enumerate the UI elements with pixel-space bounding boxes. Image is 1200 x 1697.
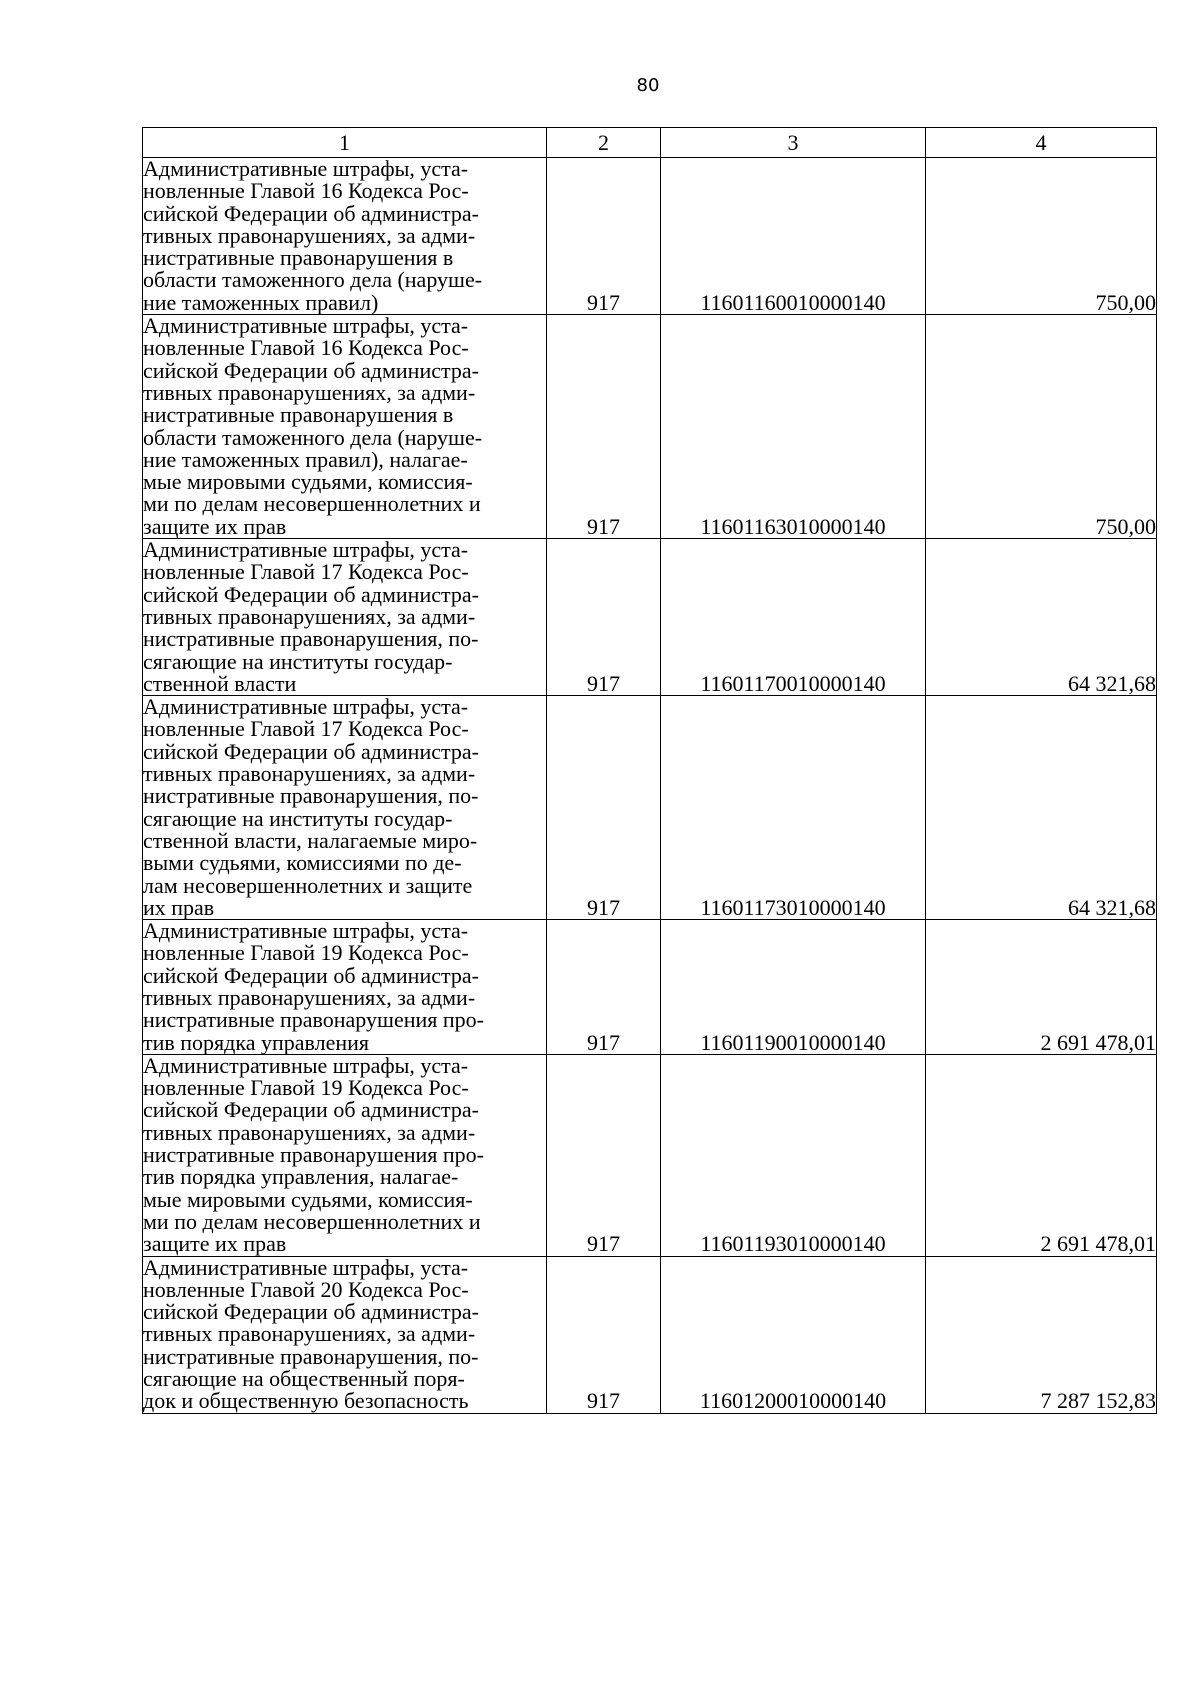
revenue-name-line: Административные штрафы, уста- xyxy=(143,1254,469,1280)
table-header xyxy=(143,128,1157,158)
amount-cell: 64 321,68 xyxy=(926,539,1157,696)
page-number: 80 xyxy=(636,75,660,96)
revenue-name-line: защите их прав xyxy=(143,1231,287,1257)
revenue-name-line: области таможенного дела (наруше- xyxy=(143,424,483,450)
revenue-name-line: нистративные правонарушения про- xyxy=(143,1007,484,1033)
revenue-name-line: Административные штрафы, уста- xyxy=(143,537,469,563)
revenue-name-line: новленные Главой 16 Кодекса Рос- xyxy=(143,335,469,361)
revenue-name-line: сягающие на общественный поря- xyxy=(143,1366,465,1392)
revenue-name-line: Административные штрафы, уста- xyxy=(143,918,469,944)
revenue-name-line: сягающие на институты государ- xyxy=(143,805,453,831)
budget-table xyxy=(142,127,1157,1414)
table-row xyxy=(143,315,1157,539)
revenue-name-line: защите их прав xyxy=(143,513,287,539)
header-row xyxy=(143,128,1157,158)
revenue-name-line: нистративные правонарушения в xyxy=(143,245,454,271)
revenue-name-line: док и общественную безопасность xyxy=(143,1388,469,1414)
table-row xyxy=(143,696,1157,920)
revenue-name-line: сийской Федерации об администра- xyxy=(143,1097,479,1123)
revenue-name-line: Административные штрафы, уста- xyxy=(143,1052,469,1078)
table-row xyxy=(143,1256,1157,1413)
revenue-name-line: сийской Федерации об администра- xyxy=(143,1299,479,1325)
amount-cell: 2 691 478,01 xyxy=(926,920,1157,1055)
revenue-name-line: сийской Федерации об администра- xyxy=(143,738,479,764)
budget-code-cell: 11601190010000140 xyxy=(661,920,926,1055)
revenue-name-line: ние таможенных правил), налагае- xyxy=(143,446,468,472)
revenue-name-line: новленные Главой 16 Кодекса Рос- xyxy=(143,178,469,204)
header-col-4: 4 xyxy=(926,128,1157,158)
table-row xyxy=(143,539,1157,696)
revenue-name-line: нистративные правонарушения, по- xyxy=(143,1343,479,1369)
revenue-name-line: новленные Главой 17 Кодекса Рос- xyxy=(143,716,469,742)
revenue-name-line: Административные штрафы, уста- xyxy=(143,156,469,181)
admin-code-cell: 917 xyxy=(547,158,661,315)
revenue-name-line: сийской Федерации об администра- xyxy=(143,962,479,988)
revenue-name-line: сийской Федерации об администра- xyxy=(143,581,479,607)
admin-code-cell: 917 xyxy=(547,315,661,539)
revenue-name-cell xyxy=(143,1256,547,1413)
revenue-name-line: нистративные правонарушения в xyxy=(143,402,454,428)
revenue-name-line: новленные Главой 19 Кодекса Рос- xyxy=(143,940,469,966)
revenue-name-line: тивных правонарушениях, за адми- xyxy=(143,603,476,629)
revenue-name-line: сийской Федерации об администра- xyxy=(143,200,479,226)
revenue-name-line: тивных правонарушениях, за адми- xyxy=(143,222,476,248)
revenue-name-line: нистративные правонарушения, по- xyxy=(143,626,479,652)
admin-code-cell: 917 xyxy=(547,539,661,696)
revenue-name-cell xyxy=(143,315,547,539)
admin-code-cell: 917 xyxy=(547,696,661,920)
revenue-name-line: тивных правонарушениях, за адми- xyxy=(143,1321,476,1347)
revenue-name-line: нистративные правонарушения про- xyxy=(143,1142,484,1168)
revenue-name-line: мые мировыми судьями, комиссия- xyxy=(143,469,473,495)
revenue-name-line: ми по делам несовершеннолетних и xyxy=(143,491,481,517)
revenue-name-line: сийской Федерации об администра- xyxy=(143,357,479,383)
revenue-name-line: тивных правонарушениях, за адми- xyxy=(143,1119,476,1145)
revenue-name-cell xyxy=(143,539,547,696)
header-col-1: 1 xyxy=(143,128,547,158)
revenue-name-line: тив порядка управления xyxy=(143,1029,370,1055)
revenue-name-line: области таможенного дела (наруше- xyxy=(143,267,483,293)
revenue-name-line: нистративные правонарушения, по- xyxy=(143,783,479,809)
revenue-name-line: тивных правонарушениях, за адми- xyxy=(143,761,476,787)
table-row xyxy=(143,1054,1157,1256)
revenue-name-line: новленные Главой 20 Кодекса Рос- xyxy=(143,1276,469,1302)
admin-code-cell: 917 xyxy=(547,1256,661,1413)
revenue-name-line: лам несовершеннолетних и защите xyxy=(143,872,473,898)
table-body xyxy=(143,158,1157,1414)
budget-code-cell: 11601163010000140 xyxy=(661,315,926,539)
budget-code-cell: 11601193010000140 xyxy=(661,1054,926,1256)
budget-code-cell: 11601173010000140 xyxy=(661,696,926,920)
revenue-name-line: мые мировыми судьями, комиссия- xyxy=(143,1186,473,1212)
budget-code-cell: 11601200010000140 xyxy=(661,1256,926,1413)
table-row xyxy=(143,158,1157,315)
header-col-2: 2 xyxy=(547,128,661,158)
revenue-name-line: новленные Главой 17 Кодекса Рос- xyxy=(143,559,469,585)
revenue-name-line: Административные штрафы, уста- xyxy=(143,313,469,339)
revenue-name-cell xyxy=(143,920,547,1055)
header-col-3: 3 xyxy=(661,128,926,158)
amount-cell: 750,00 xyxy=(926,315,1157,539)
revenue-name-line: ственной власти, налагаемые миро- xyxy=(143,827,478,853)
revenue-name-line: тивных правонарушениях, за адми- xyxy=(143,379,476,405)
revenue-name-line: ми по делам несовершеннолетних и xyxy=(143,1208,481,1234)
revenue-name-line: ние таможенных правил) xyxy=(143,289,379,315)
revenue-name-line: Административные штрафы, уста- xyxy=(143,694,469,720)
revenue-name-line: их прав xyxy=(143,894,215,920)
revenue-name-line: тив порядка управления, налагае- xyxy=(143,1164,459,1190)
revenue-name-line: ственной власти xyxy=(143,670,297,696)
revenue-name-cell xyxy=(143,158,547,315)
amount-cell: 750,00 xyxy=(926,158,1157,315)
revenue-name-cell xyxy=(143,1054,547,1256)
budget-code-cell: 11601170010000140 xyxy=(661,539,926,696)
revenue-name-line: сягающие на институты государ- xyxy=(143,648,453,674)
revenue-name-line: тивных правонарушениях, за адми- xyxy=(143,984,476,1010)
amount-cell: 64 321,68 xyxy=(926,696,1157,920)
admin-code-cell: 917 xyxy=(547,920,661,1055)
admin-code-cell: 917 xyxy=(547,1054,661,1256)
amount-cell: 2 691 478,01 xyxy=(926,1054,1157,1256)
amount-cell: 7 287 152,83 xyxy=(926,1256,1157,1413)
revenue-name-line: новленные Главой 19 Кодекса Рос- xyxy=(143,1075,469,1101)
revenue-name-cell xyxy=(143,696,547,920)
revenue-name-line: выми судьями, комиссиями по де- xyxy=(143,850,462,876)
budget-code-cell: 11601160010000140 xyxy=(661,158,926,315)
table-row xyxy=(143,920,1157,1055)
